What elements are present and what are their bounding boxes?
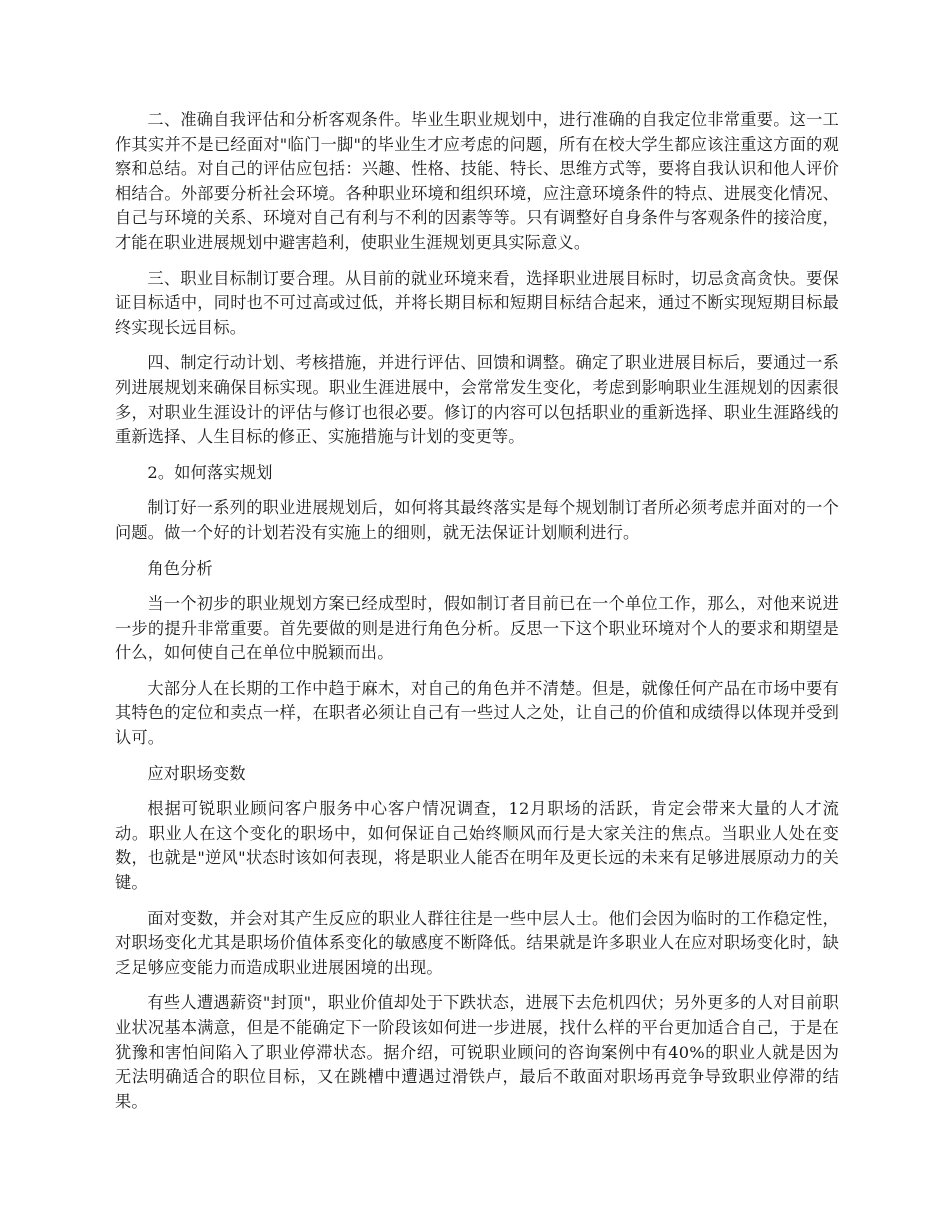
- section-heading-role-analysis: 角色分析: [147, 558, 213, 578]
- paragraph-role-analysis: 当一个初步的职业规划方案已经成型时，假如制订者目前已在一个单位工作，那么，对他来说进一步的提升非常重要。首先要做的则是进行角色分析。反思一下这个职业环境对个人的要求和期望是什么，如何使自己在单位中脱颖而出。: [115, 594, 839, 663]
- paragraph-implement-intro: 制订好一系列的职业进展规划后，如何将其最终落实是每个规划制订者所必须考虑并面对的一个问题。做一个好的计划若没有实施上的细则，就无法保证计划顺利进行。: [115, 498, 839, 542]
- paragraph-career-goal: 三、职业目标制订要合理。从目前的就业环境来看，选择职业进展目标时，切忌贪高贪快。要保证目标适中，同时也不可过高或过低，并将长期目标和短期目标结合起来，通过不断实现短期目标最终实现长远目标。: [115, 268, 839, 337]
- paragraph-role-value: 大部分人在长期的工作中趋于麻木，对自己的角色并不清楚。但是，就像任何产品在市场中要有其特色的定位和卖点一样，在职者必须让自己有一些过人之处，让自己的价值和成绩得以体现并受到认可。: [115, 678, 839, 748]
- paragraph-middle-managers: 面对变数，并会对其产生反应的职业人群往往是一些中层人士。他们会因为临时的工作稳定性，对职场变化尤其是职场价值体系变化的敏感度不断降低。结果就是许多职业人在应对职场变化时，缺乏足够应变能力而造成职业进展困境的出现。: [115, 908, 839, 977]
- paragraph-survey: 根据可锐职业顾问客户服务中心客户情况调查，12月职场的活跃，肯定会带来大量的人才流动。职业人在这个变化的职场中，如何保证自己始终顺风而行是大家关注的焦点。当职业人处在变数，也就是"逆风"状态时该如何表现，将是职业人能否在明年及更长远的未来有足够进展原动力的关键。: [115, 799, 839, 893]
- paragraph-self-assessment: 二、准确自我评估和分析客观条件。毕业生职业规划中，进行准确的自我定位非常重要。这一工作其实并不是已经面对"临门一脚"的毕业生才应考虑的问题，所有在校大学生都应该注重这方面的观察和总结。对自己的评估应包括：兴趣、性格、技能、特长、思维方式等，要将自我认识和他人评价相结合。外部要分析社会环境。各种职业环境和组织环境，应注意环境条件的特点、进展变化情况、自己与环境的关系、环境对自己有利与不利的因素等等。只有调整好自身条件与客观条件的接洽度，才能在职业进展规划中避害趋利，使职业生涯规划更具实际意义。: [115, 110, 839, 252]
- document-body: [115, 108, 839, 1125]
- section-heading-workplace-change: 应对职场变数: [147, 763, 246, 783]
- paragraph-action-plan: 四、制定行动计划、考核措施，并进行评估、回馈和调整。确定了职业进展目标后，要通过一系列进展规划来确保目标实现。职业生涯进展中，会常常发生变化，考虑到影响职业生涯规划的因素很多，对职业生涯设计的评估与修订也很必要。修订的内容可以包括职业的重新选择、职业生涯路线的重新选择、人生目标的修正、实施措施与计划的变更等。: [115, 353, 839, 447]
- section-heading-implement: 2。如何落实规划: [147, 462, 273, 482]
- paragraph-career-stagnation: 有些人遭遇薪资"封顶"，职业价值却处于下跌状态，进展下去危机四伏；另外更多的人对目前职业状况基本满意，但是不能确定下一阶段该如何进一步进展，找什么样的平台更加适合自己，于是在犹豫和害怕间陷入了职业停滞状态。据介绍，可锐职业顾问的咨询案例中有40%的职业人就是因为无法明确适合的职位目标，又在跳槽中遭遇过滑铁卢，最后不敢面对职场再竞争导致职业停滞的结果。: [115, 993, 839, 1111]
